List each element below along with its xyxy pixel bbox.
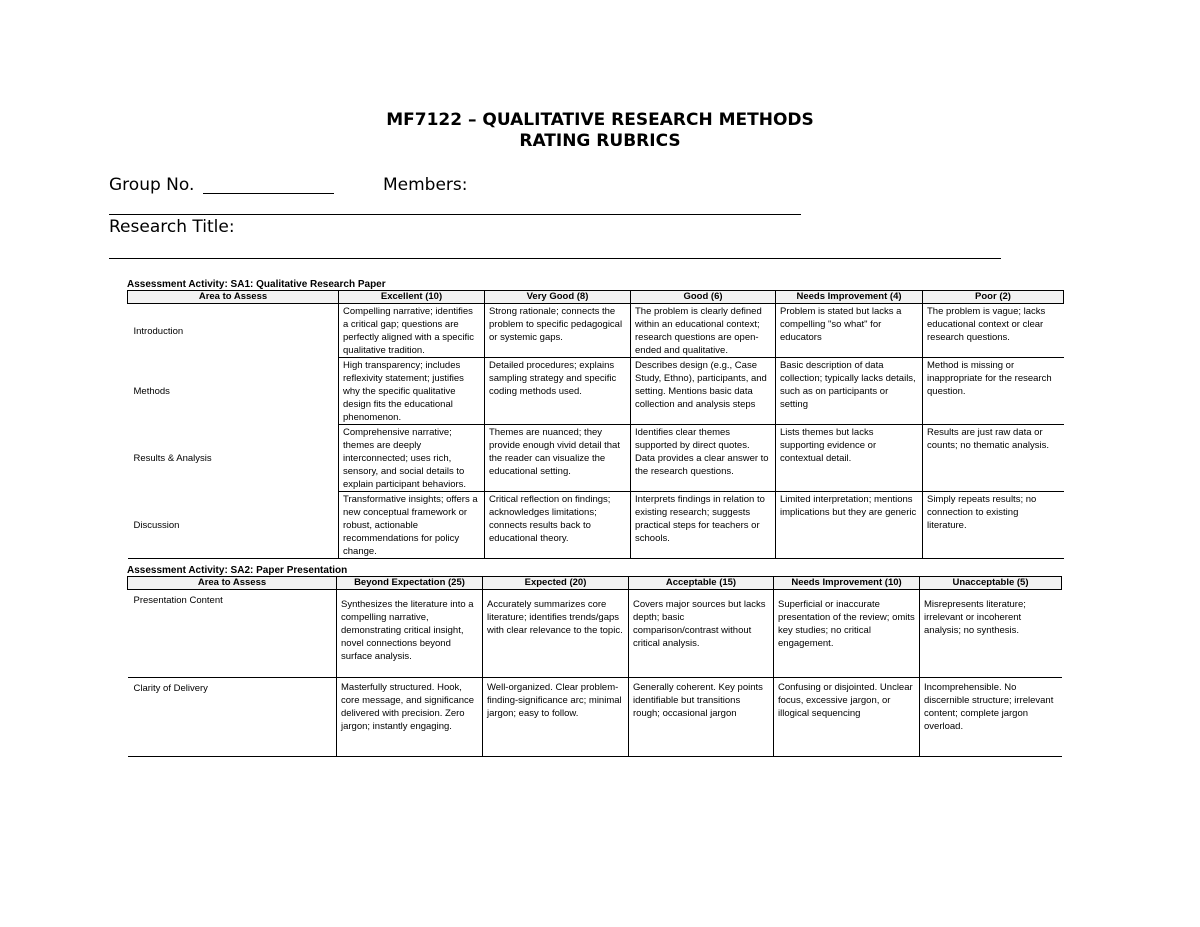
sa2-header-expected: Expected (20) (483, 577, 629, 590)
area-presentation-content: Presentation Content (128, 590, 337, 678)
sa1-header-excellent: Excellent (10) (339, 291, 485, 304)
criterion-cell: Misrepresents literature; irrelevant or incoherent analysis; no synthesis. (920, 590, 1062, 678)
criterion-cell: Transformative insights; offers a new conceptual framework or robust, actionable recommendations for policy change. (339, 492, 485, 559)
criterion-cell: Critical reflection on findings; acknowledges limitations; connects results back to educational theory. (485, 492, 631, 559)
sa2-activity-label: Assessment Activity: SA2: Paper Presentation (127, 565, 348, 576)
criterion-cell: Describes design (e.g., Case Study, Ethno), participants, and setting. Mentions basic data collection and analysis steps (631, 358, 776, 425)
criterion-cell: Interprets findings in relation to existing research; suggests practical steps for teachers or schools. (631, 492, 776, 559)
criterion-cell: Results are just raw data or counts; no thematic analysis. (923, 425, 1064, 492)
criterion-cell: High transparency; includes reflexivity statement; justifies why the specific qualitative design fits the educational phenomenon. (339, 358, 485, 425)
sa2-header-area: Area to Assess (128, 577, 337, 590)
members-label: Members: (383, 175, 468, 195)
group-no-label: Group No. (109, 175, 195, 195)
sa1-header-good: Good (6) (631, 291, 776, 304)
criterion-cell: Well-organized. Clear problem-finding-significance arc; minimal jargon; easy to follow. (483, 678, 629, 757)
criterion-cell: Masterfully structured. Hook, core message, and significance delivered with precision. Zero jargon; instantly engaging. (337, 678, 483, 757)
criterion-cell: Confusing or disjointed. Unclear focus, excessive jargon, or illogical sequencing (774, 678, 920, 757)
sa1-rubric-table (127, 290, 1064, 559)
sa2-header-unacceptable: Unacceptable (5) (920, 577, 1062, 590)
criterion-cell: Accurately summarizes core literature; identifies trends/gaps with clear relevance to the topic. (483, 590, 629, 678)
area-discussion: Discussion (128, 492, 339, 559)
criterion-cell: Identifies clear themes supported by direct quotes. Data provides a clear answer to the research questions. (631, 425, 776, 492)
area-methods: Methods (133, 386, 170, 397)
criterion-cell: Synthesizes the literature into a compelling narrative, demonstrating critical insight, novel connections beyond surface analysis. (337, 590, 483, 678)
criterion-cell: Themes are nuanced; they provide enough vivid detail that the reader can visualize the educational setting. (485, 425, 631, 492)
criterion-cell: Incomprehensible. No discernible structure; irrelevant content; complete jargon overload. (920, 678, 1062, 757)
criterion-cell: The problem is clearly defined within an educational context; research questions are open-ended and qualitative. (631, 304, 776, 358)
criterion-cell: Limited interpretation; mentions implications but they are generic (776, 492, 923, 559)
criterion-cell: Comprehensive narrative; themes are deeply interconnected; uses rich, sensory, and social details to explain participant behaviors. (339, 425, 485, 492)
criterion-cell: Superficial or inaccurate presentation of the review; omits key studies; no critical engagement. (774, 590, 920, 678)
sa2-rubric-table (127, 576, 1062, 757)
criterion-cell: Basic description of data collection; typically lacks details, such as on participants or setting (776, 358, 923, 425)
members-blank[interactable] (109, 214, 801, 215)
criterion-cell: Method is missing or inappropriate for the research question. (923, 358, 1064, 425)
sa1-header-needs-improvement: Needs Improvement (4) (776, 291, 923, 304)
criterion-cell: Problem is stated but lacks a compelling "so what" for educators (776, 304, 923, 358)
area-clarity-of-delivery: Clarity of Delivery (128, 678, 337, 757)
sa1-activity-label: Assessment Activity: SA1: Qualitative Research Paper (127, 279, 386, 290)
criterion-cell: Covers major sources but lacks depth; basic comparison/contrast without critical analysis. (629, 590, 774, 678)
table-row (128, 590, 1062, 678)
table-row (128, 304, 1064, 358)
sa2-header-row (128, 577, 1062, 590)
criterion-cell: Detailed procedures; explains sampling strategy and specific coding methods used. (485, 358, 631, 425)
page-title: MF7122 – QUALITATIVE RESEARCH METHODS (386, 110, 814, 130)
criterion-cell: Compelling narrative; identifies a critical gap; questions are perfectly aligned with a specific qualitative tradition. (339, 304, 485, 358)
criterion-cell: Generally coherent. Key points identifiable but transitions rough; occasional jargon (629, 678, 774, 757)
research-title-label: Research Title: (109, 217, 235, 237)
area-results-analysis: Results & Analysis (133, 453, 212, 464)
sa1-header-area: Area to Assess (128, 291, 339, 304)
sa2-header-beyond-expectation: Beyond Expectation (25) (337, 577, 483, 590)
sa1-header-row (128, 291, 1064, 304)
criterion-cell: The problem is vague; lacks educational context or clear research questions. (923, 304, 1064, 358)
page-subtitle: RATING RUBRICS (519, 131, 681, 151)
sa2-header-acceptable: Acceptable (15) (629, 577, 774, 590)
table-row (128, 678, 1062, 757)
criterion-cell: Simply repeats results; no connection to existing literature. (923, 492, 1064, 559)
sa1-header-very-good: Very Good (8) (485, 291, 631, 304)
criterion-cell: Strong rationale; connects the problem to specific pedagogical or systemic gaps. (485, 304, 631, 358)
table-row (128, 492, 1064, 559)
research-title-blank[interactable] (109, 258, 1001, 259)
group-no-blank[interactable] (203, 193, 334, 194)
sa2-header-needs-improvement: Needs Improvement (10) (774, 577, 920, 590)
table-row (128, 358, 1064, 425)
area-introduction: Introduction (133, 325, 184, 337)
sa1-header-poor: Poor (2) (923, 291, 1064, 304)
table-row (128, 425, 1064, 492)
criterion-cell: Lists themes but lacks supporting evidence or contextual detail. (776, 425, 923, 492)
